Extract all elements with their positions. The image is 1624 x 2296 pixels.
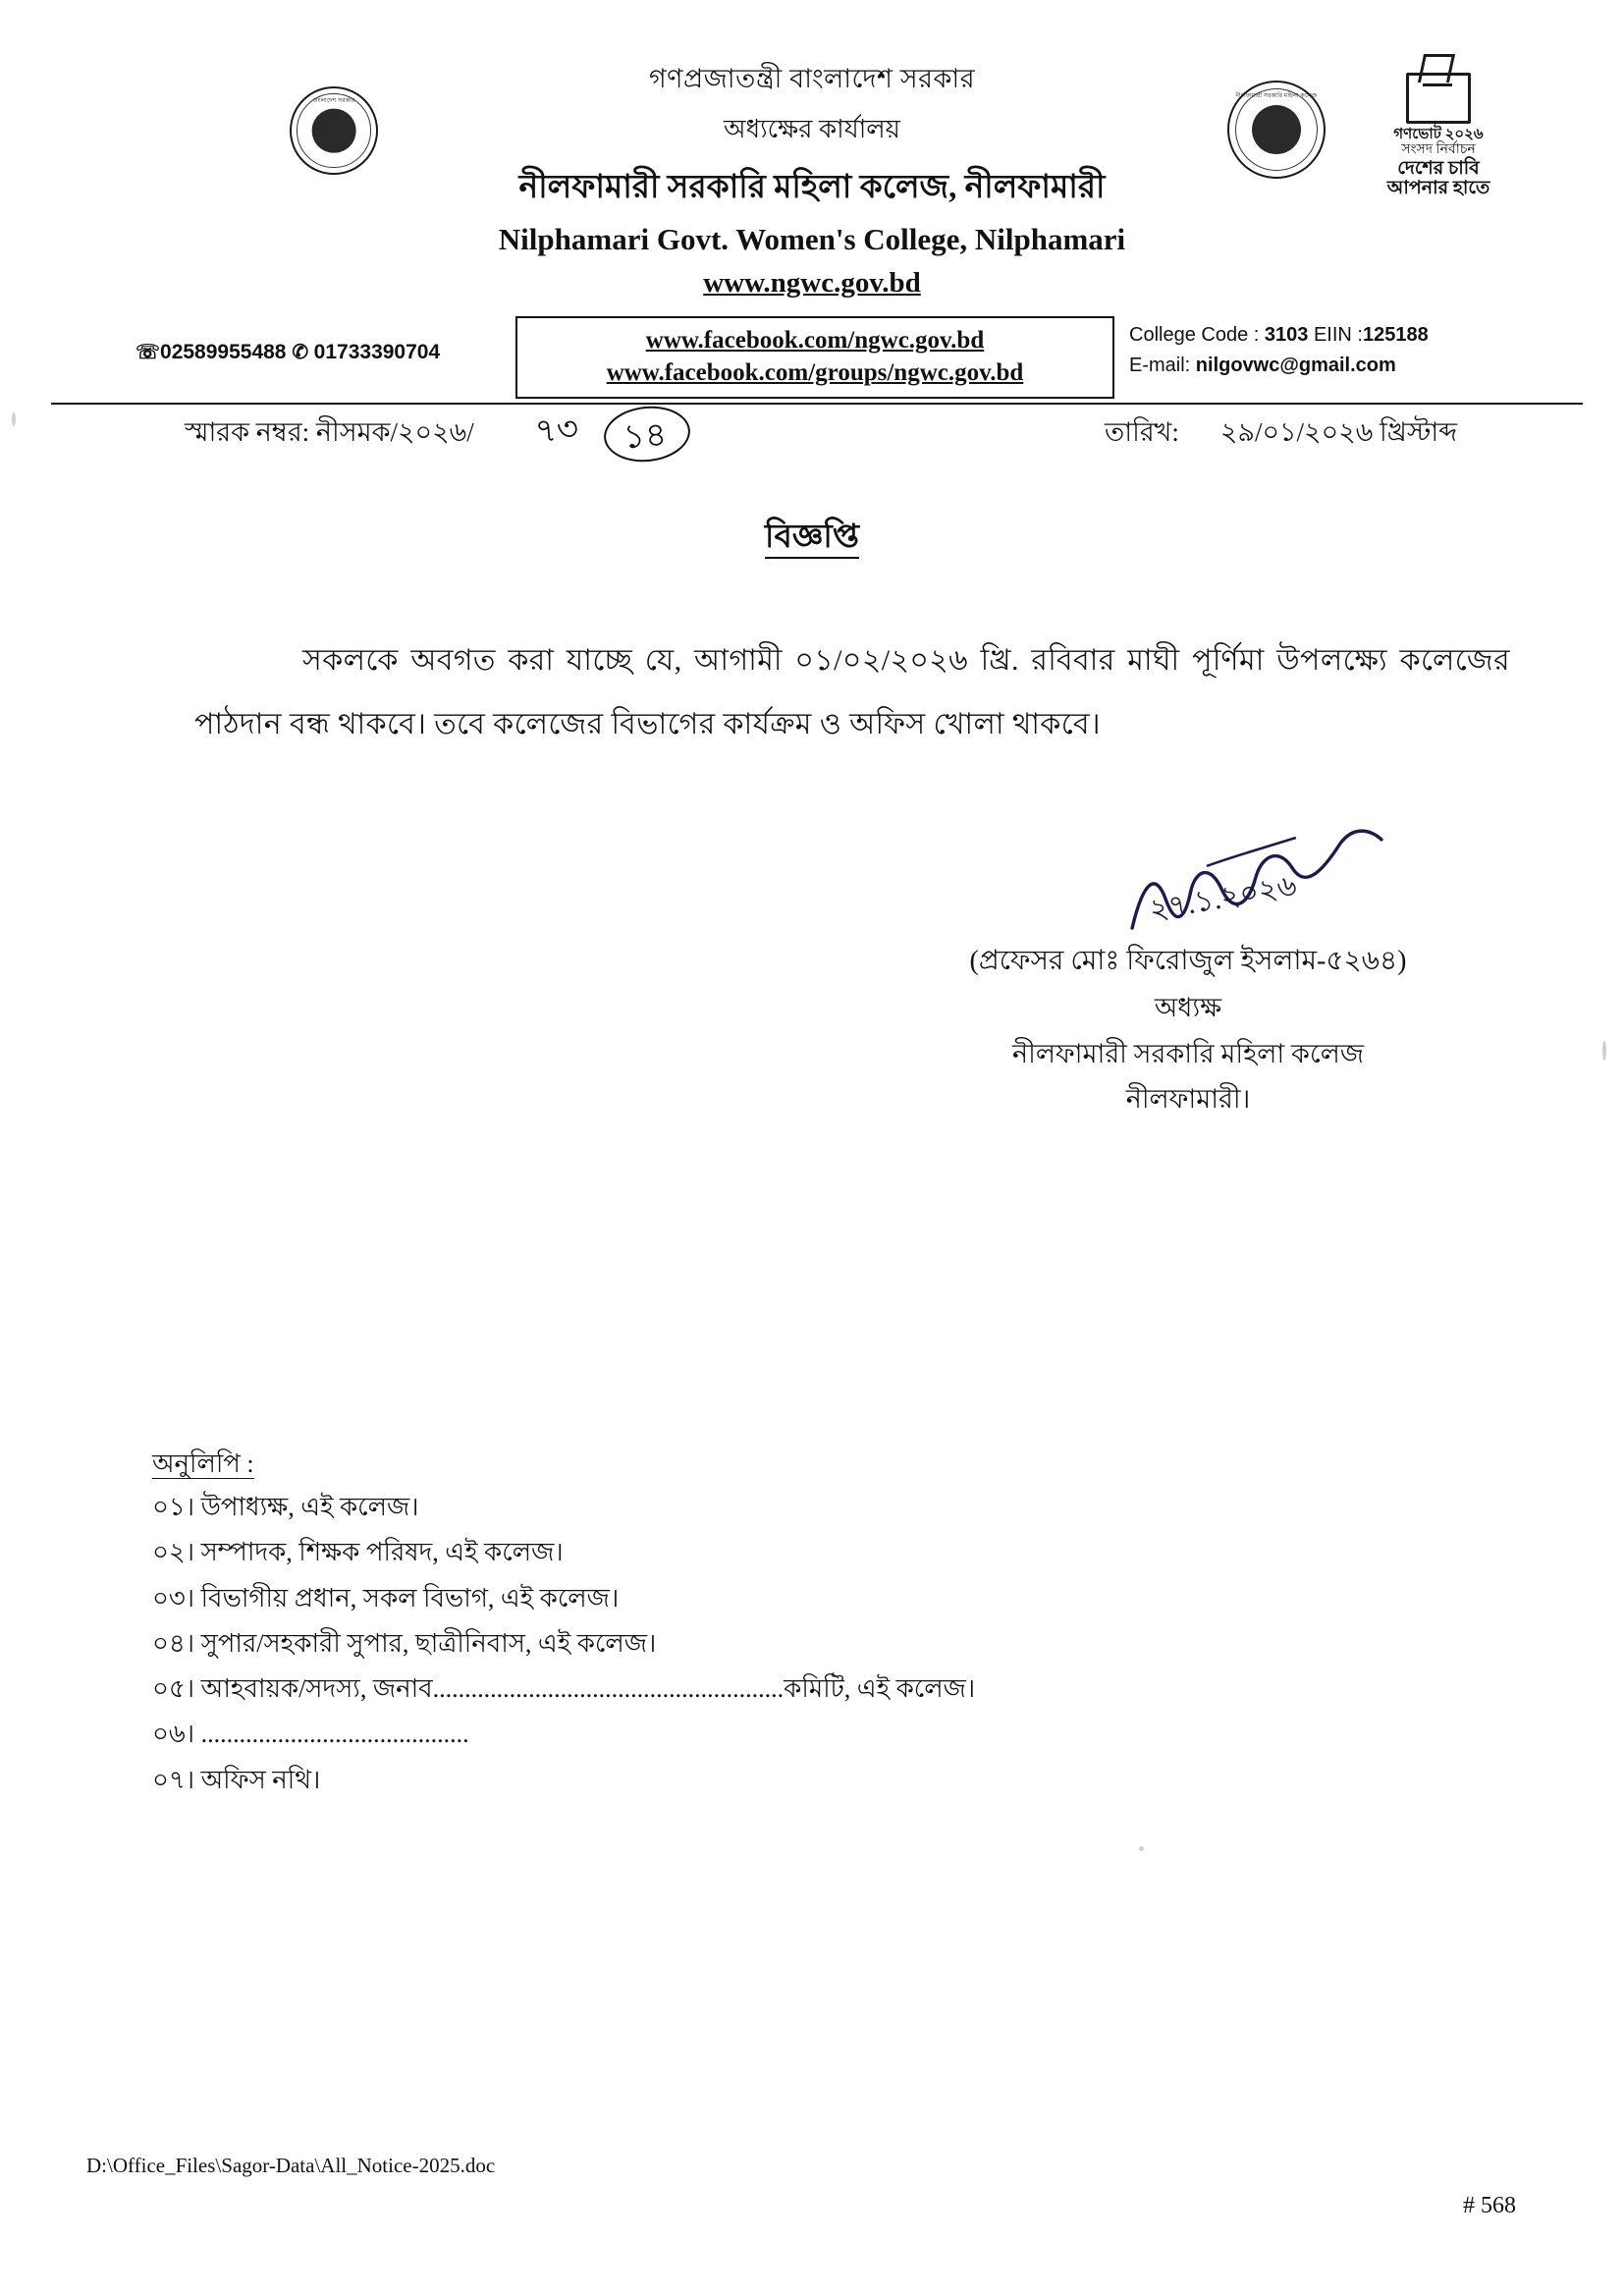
contact-row: [0, 324, 1624, 393]
copy-list: [152, 1485, 1330, 1803]
mobile-icon: ✆: [292, 342, 314, 363]
header-divider: [51, 403, 1583, 405]
signatory-block: [825, 938, 1551, 1121]
eiin-label: EIIN :: [1313, 324, 1363, 346]
eiin-value: 125188: [1362, 324, 1429, 346]
memo-handwritten-number: ৭৩: [533, 410, 580, 451]
list-item: ০৬। ..........................................: [152, 1720, 469, 1749]
copy-list-heading: অনুলিপি :: [152, 1449, 254, 1478]
college-name-bangla: নীলফামারী সরকারি মহিলা কলেজ, নীলফামারী: [518, 170, 1106, 205]
phone-number-1: 02589955488: [160, 341, 287, 363]
facebook-page-link[interactable]: www.facebook.com/ngwc.gov.bd: [645, 327, 985, 354]
election-logo-line3: দেশের চাবি: [1397, 158, 1480, 180]
list-item: ০২। সম্পাদক, শিক্ষক পরিষদ, এই কলেজ।: [152, 1538, 564, 1567]
college-code-value: 3103: [1264, 324, 1309, 346]
government-line: গণপ্রজাতন্ত্রী বাংলাদেশ সরকার: [648, 64, 976, 93]
facebook-links-box: [515, 316, 1114, 399]
memo-date: [1105, 412, 1457, 457]
email-value[interactable]: nilgovwc@gmail.com: [1195, 355, 1396, 376]
emblem-left-caption: বাংলাদেশ সরকার: [312, 98, 355, 104]
college-code-label: College Code :: [1129, 324, 1260, 346]
college-code-block: [1129, 320, 1512, 381]
facebook-group-link[interactable]: www.facebook.com/groups/ngwc.gov.bd: [606, 359, 1024, 386]
list-item: ০১। উপাধ্যক্ষ, এই কলেজ।: [152, 1493, 419, 1521]
signatory-designation: অধ্যক্ষ: [1154, 993, 1222, 1023]
office-line: অধ্যক্ষের কার্যালয়: [724, 115, 900, 143]
date-label: তারিখ:: [1105, 417, 1179, 447]
list-item: ০৫। আহবায়ক/সদস্য, জনাব.......................................................কমিটি, এই কলেজ।: [152, 1674, 976, 1704]
phone-numbers: [135, 340, 440, 364]
scan-speck: [1139, 1846, 1144, 1851]
header-center-block: [0, 59, 1624, 300]
signatory-place: নীলফামারী।: [1125, 1084, 1251, 1115]
election-logo-line2: সংসদ নির্বাচন: [1401, 141, 1476, 157]
date-value: ২৯/০১/২০২৬ খ্রিস্টাব্দ: [1219, 417, 1458, 447]
page-title: বিজ্ঞপ্তি: [0, 511, 1624, 566]
phone-number-2: 01733390704: [313, 341, 441, 363]
source-file-path: D:\Office_Files\Sagor-Data\All_Notice-2025.doc: [86, 2154, 496, 2177]
page-number: # 568: [1463, 2193, 1516, 2218]
list-item: ০৪। সুপার/সহকারী সুপার, ছাত্রীনিবাস, এই কলেজ।: [152, 1628, 657, 1658]
telephone-icon: ☏: [135, 342, 161, 363]
list-item: ০৭। অফিস নথি।: [152, 1765, 321, 1794]
notice-body: সকলকে অবগত করা যাচ্ছে যে, আগামী ০১/০২/২০২৬ খ্রি. রবিবার মাঘী পূর্ণিমা উপলক্ষ্যে কলেজের পাঠদান বন্ধ থাকবে। তবে কলেজের বিভাগের কার্যক্রম ও অফিস খোলা থাকবে।: [194, 644, 1510, 741]
election-logo-line4: আপনার হাতে: [1386, 178, 1490, 199]
email-label: E-mail:: [1129, 355, 1191, 376]
signature-date: ২৭.১.২০২৬: [1147, 869, 1300, 927]
signatory-name: (প্রফেসর মোঃ ফিরোজুল ইসলাম-৫২৬৪): [969, 946, 1407, 976]
memo-row: [0, 412, 1624, 471]
list-item: ০৩। বিভাগীয় প্রধান, সকল বিভাগ, এই কলেজ।: [152, 1583, 620, 1613]
college-name-english: Nilphamari Govt. Women's College, Nilphamari: [498, 222, 1126, 256]
memo-circled-number: ১৪: [622, 416, 669, 457]
election-logo-line1: গণভোট ২০২৬: [1393, 127, 1484, 142]
signatory-institute: নীলফামারী সরকারি মহিলা কলেজ: [1011, 1038, 1364, 1068]
scan-speck: [1602, 1041, 1606, 1061]
emblem-right-caption: নীলফামারী সরকারি মহিলা কলেজ: [1235, 93, 1318, 99]
memo-number-label: স্মারক নম্বর: নীসমক/২০২৬/: [185, 417, 474, 447]
website-link[interactable]: www.ngwc.gov.bd: [703, 267, 921, 299]
